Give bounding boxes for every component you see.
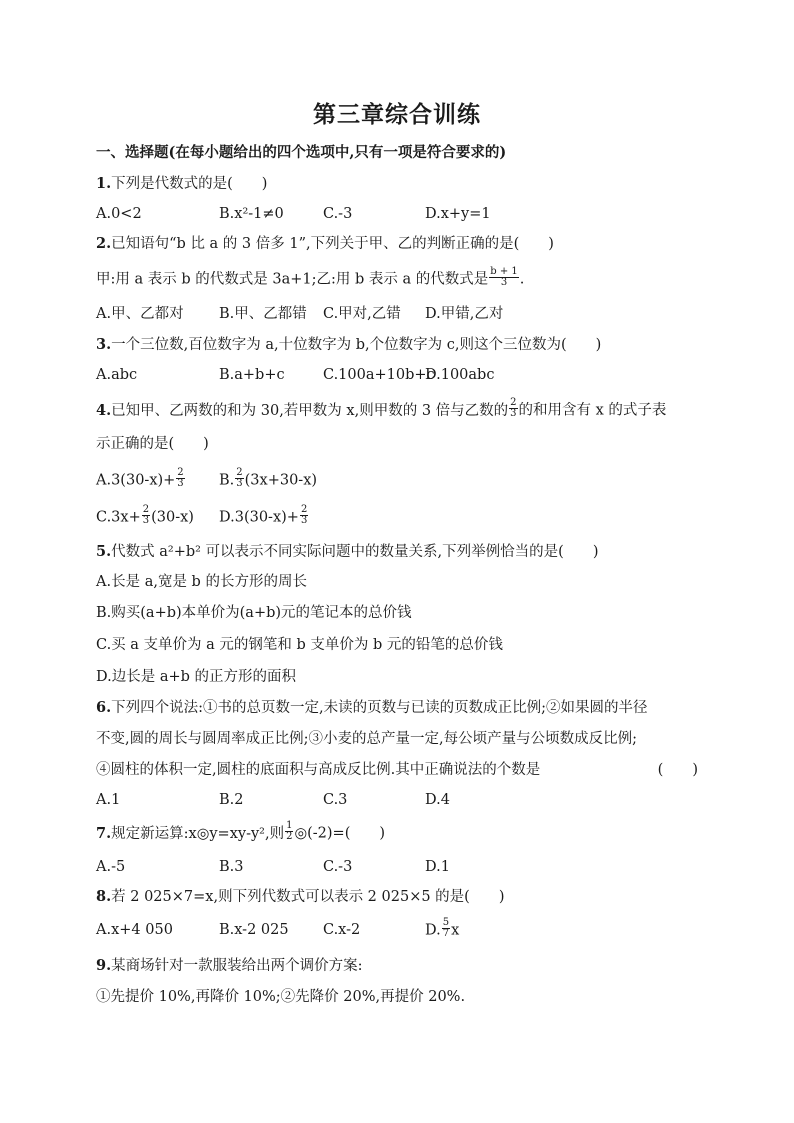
question-number: 2.	[96, 235, 112, 252]
q2-option-d: D.甲错,乙对	[425, 306, 504, 322]
q4-opt-b-den: 3	[236, 478, 243, 489]
question-number: 1.	[96, 175, 112, 192]
q4-opt-d-text: D.3(30-x)+	[219, 509, 299, 526]
q8-opt-d-den: 7	[442, 928, 450, 939]
q4-opt-a-num: 2	[177, 467, 184, 478]
question-number: 6.	[96, 699, 112, 716]
q7-option-c: C.-3	[323, 859, 353, 875]
q4-opt-a-den: 3	[177, 478, 184, 489]
question-6-line2: 不变,圆的周长与圆周率成正比例;③小麦的总产量一定,每公顷产量与公顷数成反比例;	[96, 731, 637, 747]
question-5-stem: 5.代数式 a²+b² 可以表示不同实际问题中的数量关系,下列举例恰当的是( )	[96, 543, 599, 560]
q7-stem-text: 7.规定新运算:x◎y=xy-y²,则	[96, 824, 285, 842]
q4-stem-text-end: 的和用含有 x 的式子表	[518, 402, 667, 419]
q4-stem-frac-den: 3	[510, 408, 517, 419]
question-1-stem: 1.下列是代数式的是( )	[96, 175, 268, 192]
q4-opt-a-fraction	[176, 468, 184, 489]
q2-option-a: A.甲、乙都对	[96, 306, 184, 322]
q6-answer-paren: ( )	[657, 762, 698, 778]
q4-stem-text: 4.已知甲、乙两数的和为 30,若甲数为 x,则甲数的 3 倍与乙数的	[96, 401, 509, 419]
question-6-line3	[96, 760, 698, 780]
q4-opt-d-num: 2	[300, 504, 308, 515]
q5-option-a: A.长是 a,宽是 b 的长方形的周长	[96, 574, 307, 590]
page-title: 第三章综合训练	[313, 101, 481, 128]
q3-option-a: A.abc	[96, 367, 138, 383]
q2-fraction	[489, 267, 519, 288]
q4-opt-a-text: A.3(30-x)+	[96, 472, 176, 489]
q8-opt-d-end: x	[451, 922, 460, 939]
question-9-line2: ①先提价 10%,再降价 10%;②先降价 20%,再提价 20%.	[96, 989, 466, 1005]
q7-frac-num: 1	[286, 820, 293, 831]
q7-option-a: A.-5	[96, 859, 126, 875]
question-number: 3.	[96, 336, 112, 353]
question-number: 7.	[96, 824, 112, 842]
q4-option-c	[96, 504, 194, 528]
q8-opt-d-fraction	[442, 918, 450, 939]
q4-opt-b-text: B.	[219, 472, 235, 489]
q4-opt-b-fraction	[235, 468, 243, 489]
q6-option-d: D.4	[425, 792, 450, 808]
q8-option-a: A.x+4 050	[96, 922, 173, 938]
question-number: 9.	[96, 957, 112, 974]
question-number: 4.	[96, 401, 112, 419]
q3-option-d: D.100abc	[425, 367, 495, 383]
q7-stem-end: ◎(-2)=( )	[294, 825, 386, 842]
question-2-line2	[96, 266, 698, 290]
q1-option-b: B.x²-1≠0	[219, 206, 284, 222]
q8-option-b: B.x-2 025	[219, 922, 289, 938]
question-number: 8.	[96, 888, 112, 905]
q4-opt-b-end: (3x+30-x)	[244, 472, 318, 489]
q4-opt-c-den: 3	[142, 515, 150, 526]
q4-opt-d-fraction	[300, 505, 308, 526]
q4-opt-d-den: 3	[300, 515, 308, 526]
q8-option-c: C.x-2	[323, 922, 361, 938]
q4-opt-c-num: 2	[142, 504, 150, 515]
q5-option-b: B.购买(a+b)本单价为(a+b)元的笔记本的总价钱	[96, 605, 412, 621]
q8-option-d	[425, 917, 460, 941]
question-4-stem-line2: 示正确的是( )	[96, 436, 209, 452]
q4-opt-c-text: C.3x+	[96, 509, 141, 526]
q1-option-a: A.0<2	[96, 206, 142, 222]
q4-option-a	[96, 467, 186, 491]
q2-frac-num: b + 1	[490, 266, 518, 277]
question-number: 5.	[96, 543, 112, 560]
q6-option-c: C.3	[323, 792, 348, 808]
question-9-stem: 9.某商场针对一款服装给出两个调价方案:	[96, 957, 363, 974]
q7-frac-den: 2	[286, 831, 293, 842]
q4-opt-c-fraction	[142, 505, 150, 526]
q7-option-d: D.1	[425, 859, 450, 875]
q7-option-b: B.3	[219, 859, 244, 875]
q4-opt-c-end: (30-x)	[151, 509, 194, 526]
question-4-stem	[96, 397, 698, 421]
question-2-stem: 2.已知语句“b 比 a 的 3 倍多 1”,下列关于甲、乙的判断正确的是( )	[96, 235, 554, 252]
q6-option-b: B.2	[219, 792, 244, 808]
q2-frac-den: 3	[500, 277, 508, 288]
q6-line3-text: ④圆柱的体积一定,圆柱的底面积与高成反比例.其中正确说法的个数是	[96, 762, 541, 778]
q4-stem-fraction	[509, 398, 517, 419]
question-3-stem: 3.一个三位数,百位数字为 a,十位数字为 b,个位数字为 c,则这个三位数为( )	[96, 336, 602, 353]
q2-option-c: C.甲对,乙错	[323, 306, 401, 322]
question-8-stem: 8.若 2 025×7=x,则下列代数式可以表示 2 025×5 的是( )	[96, 888, 505, 905]
q8-opt-d-text: D.	[425, 922, 441, 939]
q8-opt-d-num: 5	[442, 917, 450, 928]
q2-line2-end: .	[519, 271, 525, 288]
q5-option-d: D.边长是 a+b 的正方形的面积	[96, 669, 297, 685]
q4-option-b	[219, 467, 318, 491]
q5-option-c: C.买 a 支单价为 a 元的钢笔和 b 支单价为 b 元的铅笔的总价钱	[96, 637, 503, 653]
q7-fraction	[285, 821, 293, 842]
q1-option-d: D.x+y=1	[425, 206, 491, 222]
q2-option-b: B.甲、乙都错	[219, 306, 307, 322]
q4-option-d	[219, 504, 309, 528]
q4-opt-b-num: 2	[236, 467, 243, 478]
section-heading: 一、选择题(在每小题给出的四个选项中,只有一项是符合要求的)	[96, 144, 507, 161]
q3-option-c: C.100a+10b+c	[323, 367, 435, 383]
q2-line2-text: 甲:用 a 表示 b 的代数式是 3a+1;乙:用 b 表示 a 的代数式是	[96, 271, 489, 288]
question-7-stem	[96, 820, 698, 844]
q4-stem-frac-num: 2	[510, 397, 517, 408]
q3-option-b: B.a+b+c	[219, 367, 285, 383]
question-6-line1: 6.下列四个说法:①书的总页数一定,未读的页数与已读的页数成正比例;②如果圆的半径	[96, 699, 648, 716]
q1-option-c: C.-3	[323, 206, 353, 222]
q6-option-a: A.1	[96, 792, 121, 808]
